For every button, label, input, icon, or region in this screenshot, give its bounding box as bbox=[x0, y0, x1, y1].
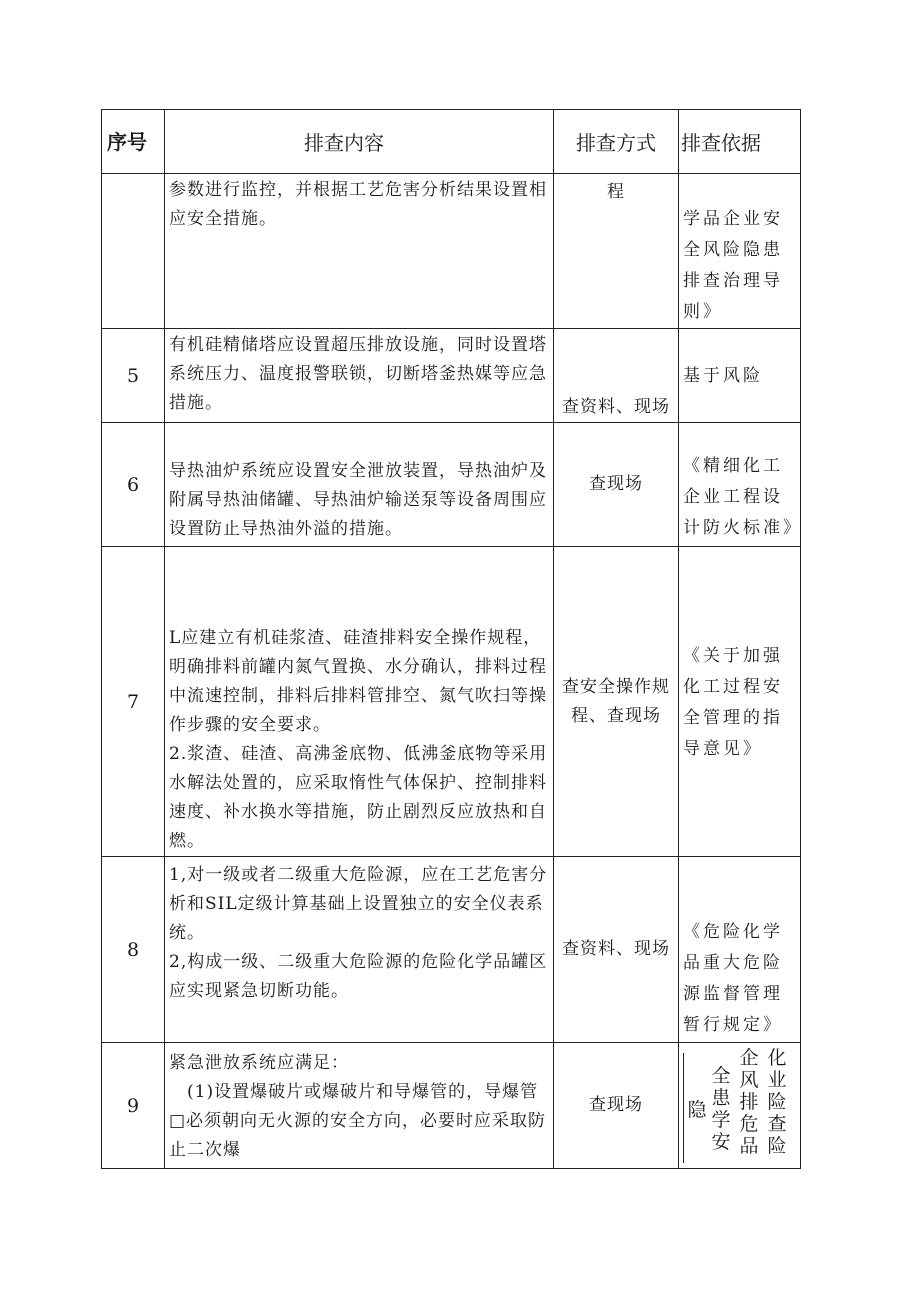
row-content bbox=[165, 857, 554, 1043]
row-content-item-2: 2.浆渣、硅渣、高沸釜底物、低沸釜底物等采用水解法处置的，应采取惰性气体保护、控制排料速度、补水换水等措施，防止剧烈反应放热和自燃。 bbox=[169, 744, 548, 851]
header-content: 排查内容 bbox=[165, 110, 554, 174]
header-row bbox=[102, 110, 801, 174]
basis-col-2: 全患学安 bbox=[711, 1065, 731, 1153]
row-basis: 《关于加强化工过程安全管理的指导意见》 bbox=[679, 547, 801, 857]
row-content: 有机硅精储塔应设置超压排放设施，同时设置塔系统压力、温度报警联锁，切断塔釜热媒等应急措施。 bbox=[165, 329, 554, 423]
table-row bbox=[102, 547, 801, 857]
header-seq: 序号 bbox=[102, 110, 165, 174]
basis-vertical-text bbox=[683, 1047, 799, 1163]
row-content: 导热油炉系统应设置安全泄放装置，导热油炉及附属导热油储罐、导热油炉输送泵等设备周围应设置防止导热油外溢的措施。 bbox=[165, 423, 554, 547]
row-basis: 学品企业安全风险隐患排查治理导则》 bbox=[679, 174, 801, 329]
row-seq: 6 bbox=[102, 423, 165, 547]
row-seq: 5 bbox=[102, 329, 165, 423]
row-method: 查资料、现场 bbox=[554, 857, 679, 1043]
basis-col-4: 化业险查险 bbox=[767, 1047, 787, 1157]
row-method: 查现场 bbox=[554, 423, 679, 547]
row-method: 程 bbox=[554, 174, 679, 329]
row-content-item-1: 1,对一级或者二级重大危险源，应在工艺危害分析和SIL定级计算基础上设置独立的安全仪表系统。 bbox=[169, 865, 548, 943]
row-basis: 《精细化工企业工程设计防火标准》 bbox=[679, 423, 801, 547]
row-content-item-1: 紧急泄放系统应满足： bbox=[169, 1053, 349, 1073]
row-seq: 7 bbox=[102, 547, 165, 857]
row-content-item-1: L应建立有机硅浆渣、硅渣排料安全操作规程，明确排料前罐内氮气置换、水分确认，排料过程中流速控制，排料后排料管排空、氮气吹扫等操作步骤的安全要求。 bbox=[169, 628, 547, 735]
row-method: 查现场 bbox=[554, 1043, 679, 1169]
basis-col-1: 隐 bbox=[687, 1099, 707, 1121]
row-content bbox=[165, 1043, 554, 1169]
row-content: 参数进行监控，并根据工艺危害分析结果设置相应安全措施。 bbox=[165, 174, 554, 329]
row-method: 查资料、现场 bbox=[554, 329, 679, 423]
row-basis bbox=[679, 1043, 801, 1169]
header-method: 排查方式 bbox=[554, 110, 679, 174]
header-basis: 排查依据 bbox=[679, 110, 801, 174]
row-basis: 基于风险 bbox=[679, 329, 801, 423]
row-method: 查安全操作规程、查现场 bbox=[554, 547, 679, 857]
row-seq: 8 bbox=[102, 857, 165, 1043]
table-row bbox=[102, 174, 801, 329]
table-row bbox=[102, 423, 801, 547]
basis-col-3: 企风排危品 bbox=[739, 1047, 759, 1157]
table-row bbox=[102, 329, 801, 423]
table-row bbox=[102, 857, 801, 1043]
row-content-item-2: (1)设置爆破片或爆破片和导爆管的，导爆管□必须朝向无火源的安全方向，必要时应采取防止二次爆 bbox=[169, 1082, 547, 1160]
inspection-table bbox=[101, 109, 801, 1169]
row-basis: 《危险化学品重大危险源监督管理暂行规定》 bbox=[679, 857, 801, 1043]
row-seq: 9 bbox=[102, 1043, 165, 1169]
row-seq bbox=[102, 174, 165, 329]
row-content bbox=[165, 547, 554, 857]
row-content-item-2: 2,构成一级、二级重大危险源的危险化学品罐区应实现紧急切断功能。 bbox=[169, 952, 548, 1001]
table-row bbox=[102, 1043, 801, 1169]
